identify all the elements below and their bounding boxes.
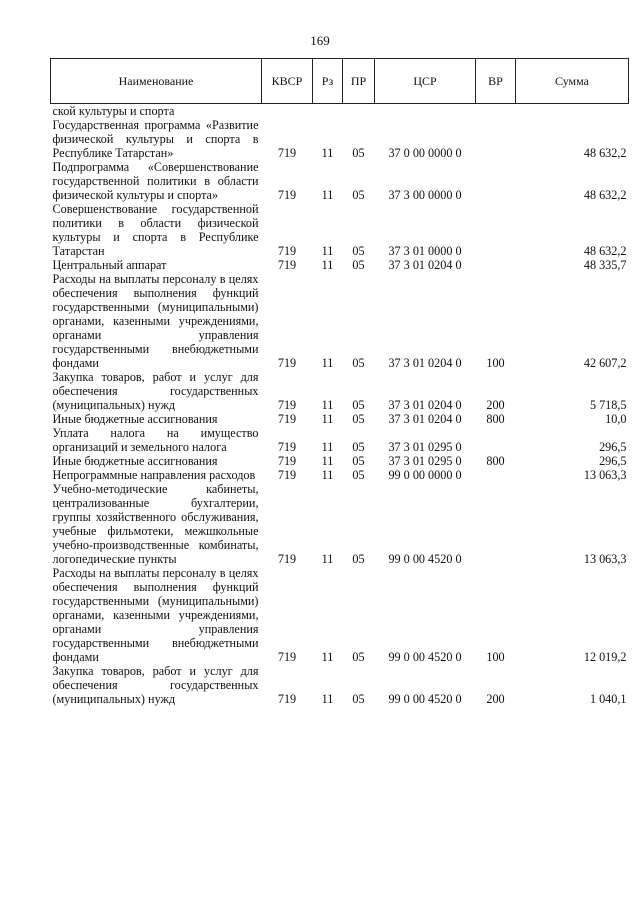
cell-pr: 05 bbox=[352, 356, 365, 370]
cell-rz: 11 bbox=[321, 692, 334, 706]
cell-csr bbox=[375, 104, 476, 119]
cell-kvsr: 719 bbox=[277, 244, 297, 258]
cell-kvsr: 719 bbox=[277, 356, 297, 370]
cell-pr: 05 bbox=[352, 188, 365, 202]
table-row bbox=[51, 412, 629, 426]
cell-csr: 37 3 01 0295 0 bbox=[388, 440, 462, 454]
column-header-pr: ПР bbox=[343, 59, 375, 104]
cell-vr bbox=[476, 118, 516, 160]
cell-pr: 05 bbox=[352, 468, 365, 482]
budget-table bbox=[50, 58, 629, 706]
cell-vr: 200 bbox=[486, 398, 505, 412]
cell-pr: 05 bbox=[352, 454, 365, 468]
cell-name: ской культуры и спорта bbox=[52, 104, 175, 118]
cell-sum: 296,5 bbox=[599, 454, 627, 468]
cell-vr bbox=[476, 468, 516, 482]
cell-csr: 37 3 01 0204 0 bbox=[388, 412, 462, 426]
cell-rz: 11 bbox=[321, 440, 334, 454]
cell-name: Центральный аппарат bbox=[52, 258, 167, 272]
cell-rz: 11 bbox=[321, 356, 334, 370]
cell-name: Учебно-методические кабинеты, централизованные бухгалтерии, группы хозяйственного обслуживания, учебные фильмотеки, межшкольные учебно-производственные комбинаты, логопедические пункты bbox=[52, 482, 259, 566]
cell-kvsr: 719 bbox=[277, 188, 297, 202]
cell-rz: 11 bbox=[321, 468, 334, 482]
cell-name: Подпрограмма «Совершенствование государственной политики в области физической культуры и спорта» bbox=[52, 160, 259, 202]
cell-csr: 37 3 01 0000 0 bbox=[388, 244, 462, 258]
cell-rz bbox=[313, 104, 343, 119]
cell-sum: 1 040,1 bbox=[589, 692, 627, 706]
cell-kvsr: 719 bbox=[277, 398, 297, 412]
cell-rz: 11 bbox=[321, 398, 334, 412]
column-header-vr: ВР bbox=[476, 59, 516, 104]
page-number: 169 bbox=[310, 33, 330, 48]
cell-vr bbox=[476, 202, 516, 258]
cell-rz: 11 bbox=[321, 258, 334, 272]
table-row bbox=[51, 664, 629, 706]
cell-name: Государственная программа «Развитие физической культуры и спорта в Республике Татарстан» bbox=[52, 118, 259, 160]
cell-rz: 11 bbox=[321, 454, 334, 468]
column-header-sum: Сумма bbox=[516, 59, 629, 104]
table-row bbox=[51, 104, 629, 119]
cell-sum: 48 632,2 bbox=[583, 244, 627, 258]
cell-sum bbox=[516, 104, 629, 119]
table-row bbox=[51, 202, 629, 258]
column-header-rz: Рз bbox=[313, 59, 343, 104]
cell-name: Уплата налога на имущество организаций и земельного налога bbox=[52, 426, 259, 454]
cell-csr: 99 0 00 0000 0 bbox=[388, 468, 462, 482]
table-row bbox=[51, 426, 629, 454]
cell-pr: 05 bbox=[352, 146, 365, 160]
cell-sum: 48 632,2 bbox=[583, 146, 627, 160]
cell-rz: 11 bbox=[321, 146, 334, 160]
cell-kvsr: 719 bbox=[277, 454, 297, 468]
cell-pr: 05 bbox=[352, 650, 365, 664]
cell-csr: 37 3 01 0204 0 bbox=[388, 356, 462, 370]
table-row bbox=[51, 272, 629, 370]
column-header-csr: ЦСР bbox=[375, 59, 476, 104]
table-row bbox=[51, 566, 629, 664]
cell-name: Иные бюджетные ассигнования bbox=[52, 412, 218, 426]
table-row bbox=[51, 454, 629, 468]
cell-csr: 37 3 00 0000 0 bbox=[388, 188, 462, 202]
table-row bbox=[51, 118, 629, 160]
cell-sum: 13 063,3 bbox=[583, 552, 627, 566]
cell-name: Расходы на выплаты персоналу в целях обеспечения выполнения функций государственными (муниципальными) органами, казенными учреждениями, органами управления государственными внебюджетными фондами bbox=[52, 566, 259, 664]
cell-vr: 100 bbox=[486, 650, 505, 664]
cell-kvsr: 719 bbox=[277, 258, 297, 272]
cell-pr: 05 bbox=[352, 258, 365, 272]
cell-csr: 99 0 00 4520 0 bbox=[388, 650, 462, 664]
cell-pr: 05 bbox=[352, 692, 365, 706]
cell-pr bbox=[343, 104, 375, 119]
cell-csr: 37 3 01 0204 0 bbox=[388, 398, 462, 412]
cell-sum: 42 607,2 bbox=[583, 356, 627, 370]
cell-csr: 99 0 00 4520 0 bbox=[388, 692, 462, 706]
cell-rz: 11 bbox=[321, 650, 334, 664]
cell-pr: 05 bbox=[352, 440, 365, 454]
cell-name: Закупка товаров, работ и услуг для обеспечения государственных (муниципальных) нужд bbox=[52, 370, 259, 412]
cell-pr: 05 bbox=[352, 244, 365, 258]
table-row bbox=[51, 482, 629, 566]
cell-kvsr: 719 bbox=[277, 440, 297, 454]
cell-name: Непрограммные направления расходов bbox=[52, 468, 256, 482]
cell-sum: 48 632,2 bbox=[583, 188, 627, 202]
cell-rz: 11 bbox=[321, 412, 334, 426]
cell-vr bbox=[476, 160, 516, 202]
cell-name: Закупка товаров, работ и услуг для обеспечения государственных (муниципальных) нужд bbox=[52, 664, 259, 706]
cell-csr: 99 0 00 4520 0 bbox=[388, 552, 462, 566]
cell-name: Расходы на выплаты персоналу в целях обеспечения выполнения функций государственными (муниципальными) органами, казенными учреждениями, органами управления государственными внебюджетными фондами bbox=[52, 272, 259, 370]
cell-vr bbox=[476, 482, 516, 566]
cell-vr: 800 bbox=[486, 454, 505, 468]
cell-rz: 11 bbox=[321, 244, 334, 258]
table-row bbox=[51, 160, 629, 202]
cell-sum: 48 335,7 bbox=[583, 258, 627, 272]
cell-sum: 296,5 bbox=[599, 440, 627, 454]
cell-kvsr bbox=[262, 104, 313, 119]
cell-sum: 13 063,3 bbox=[583, 468, 627, 482]
cell-sum: 12 019,2 bbox=[583, 650, 627, 664]
cell-pr: 05 bbox=[352, 552, 365, 566]
cell-rz: 11 bbox=[321, 188, 334, 202]
column-header-kvsr: КВСР bbox=[262, 59, 313, 104]
cell-kvsr: 719 bbox=[277, 412, 297, 426]
cell-csr: 37 3 01 0204 0 bbox=[388, 258, 462, 272]
table-header-row bbox=[51, 59, 629, 104]
cell-name: Иные бюджетные ассигнования bbox=[52, 454, 218, 468]
cell-pr: 05 bbox=[352, 412, 365, 426]
cell-kvsr: 719 bbox=[277, 552, 297, 566]
cell-rz: 11 bbox=[321, 552, 334, 566]
cell-vr: 100 bbox=[486, 356, 505, 370]
cell-name: Совершенствование государственной политики в области физической культуры и спорта в Республике Татарстан bbox=[52, 202, 259, 258]
cell-kvsr: 719 bbox=[277, 650, 297, 664]
cell-vr: 800 bbox=[486, 412, 505, 426]
cell-pr: 05 bbox=[352, 398, 365, 412]
cell-csr: 37 3 01 0295 0 bbox=[388, 454, 462, 468]
cell-kvsr: 719 bbox=[277, 146, 297, 160]
column-header-name: Наименование bbox=[51, 59, 262, 104]
cell-vr bbox=[476, 258, 516, 272]
cell-vr: 200 bbox=[486, 692, 505, 706]
table-row bbox=[51, 258, 629, 272]
table-row bbox=[51, 370, 629, 412]
cell-kvsr: 719 bbox=[277, 468, 297, 482]
cell-vr bbox=[476, 104, 516, 119]
cell-csr: 37 0 00 0000 0 bbox=[388, 146, 462, 160]
cell-kvsr: 719 bbox=[277, 692, 297, 706]
cell-sum: 10,0 bbox=[605, 412, 627, 426]
table-row bbox=[51, 468, 629, 482]
cell-vr bbox=[476, 426, 516, 454]
cell-sum: 5 718,5 bbox=[589, 398, 627, 412]
